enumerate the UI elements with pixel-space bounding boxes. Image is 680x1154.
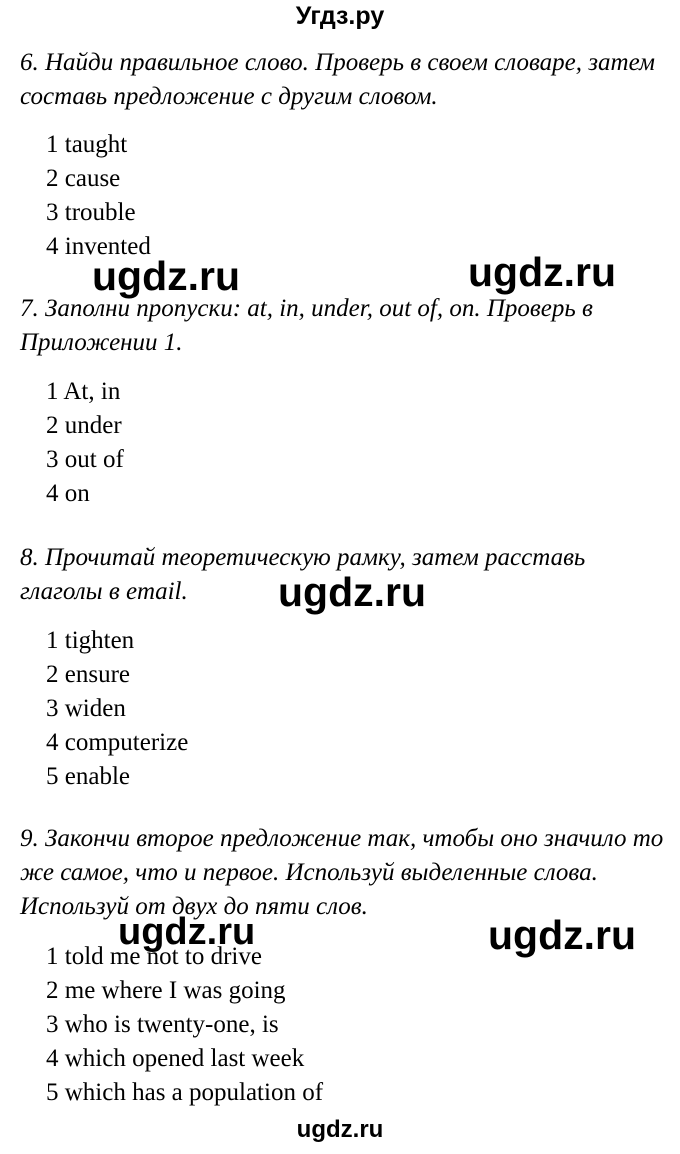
list-item: 3 who is twenty-one, is bbox=[46, 1011, 279, 1038]
list-item: 5 which has a population of bbox=[46, 1079, 324, 1106]
exercise-9-title: 9. Закончи второе предложение так, чтобы оно значило то же самое, что и первое. Используй выделенные слова. Используй от двух до пяти слов. bbox=[20, 825, 664, 920]
list-item: 2 under bbox=[46, 412, 122, 439]
exercise-8-answers bbox=[46, 624, 188, 794]
exercise-8-title: 8. Прочитай теоретическую рамку, затем расставь глаголы в email. bbox=[20, 544, 586, 605]
watermark: ugdz.ru bbox=[278, 569, 427, 615]
list-item: 3 widen bbox=[46, 695, 126, 722]
exercise-7-title: 7. Заполни пропуски: at, in, under, out of, on. Проверь в Приложении 1. bbox=[20, 295, 593, 356]
watermark: ugdz.ru bbox=[92, 253, 241, 299]
watermark: ugdz.ru bbox=[488, 912, 637, 958]
site-header: Угдз.ру bbox=[295, 2, 385, 30]
list-item: 1 taught bbox=[46, 131, 128, 158]
watermark: ugdz.ru bbox=[118, 911, 256, 953]
list-item: 2 me where I was going bbox=[46, 977, 286, 1004]
list-item: 5 enable bbox=[46, 763, 130, 790]
list-item: 3 trouble bbox=[46, 199, 136, 226]
exercise-6-answers bbox=[46, 128, 151, 264]
list-item: 4 invented bbox=[46, 233, 151, 260]
list-item: 4 on bbox=[46, 480, 90, 507]
site-footer: ugdz.ru bbox=[296, 1116, 384, 1143]
list-item: 1 told me not to drive bbox=[46, 943, 262, 970]
list-item: 1 At, in bbox=[46, 378, 121, 405]
list-item: 3 out of bbox=[46, 446, 124, 473]
list-item: 4 which opened last week bbox=[46, 1045, 305, 1072]
list-item: 2 ensure bbox=[46, 661, 130, 688]
exercise-6-title: 6. Найди правильное слово. Проверь в своем словаре, затем составь предложение с другим словом. bbox=[20, 49, 655, 110]
watermark: ugdz.ru bbox=[468, 249, 617, 295]
list-item: 4 computerize bbox=[46, 729, 189, 756]
exercise-7-answers bbox=[46, 375, 124, 511]
list-item: 2 cause bbox=[46, 165, 121, 192]
exercise-9-answers bbox=[46, 940, 323, 1110]
list-item: 1 tighten bbox=[46, 627, 135, 654]
